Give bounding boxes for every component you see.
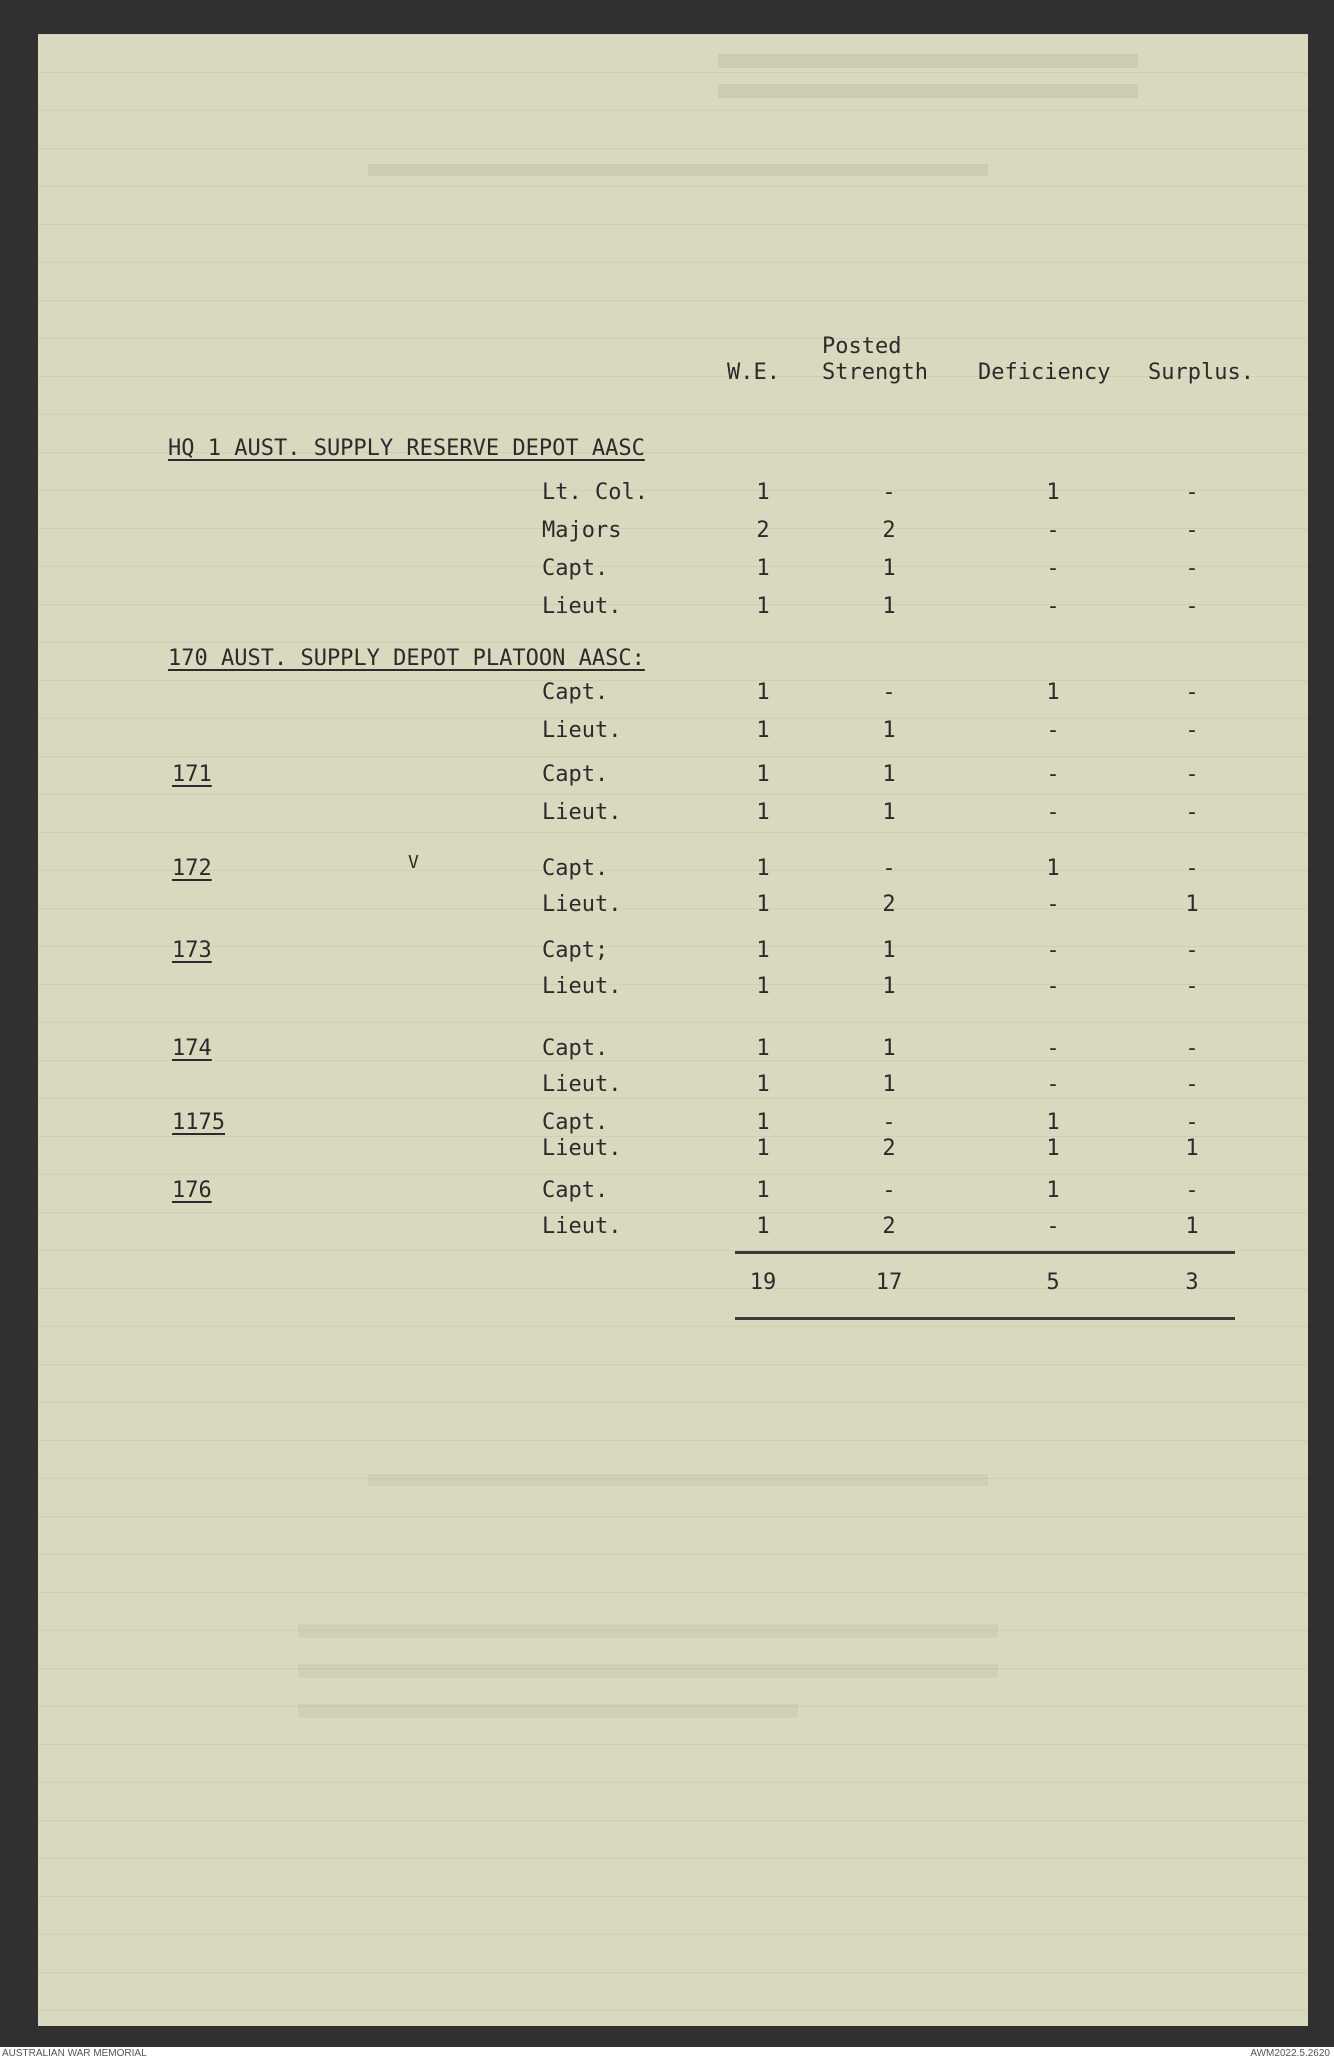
cell-surplus: -: [1185, 1178, 1199, 1203]
cell-we: 1: [756, 856, 770, 881]
totals-bottom-rule: [735, 1317, 1235, 1320]
cell-deficiency: -: [1046, 1036, 1060, 1061]
cell-deficiency: -: [1046, 762, 1060, 787]
footer-reference: AWM2022.5.2620: [1250, 2048, 1330, 2059]
cell-we: 1: [756, 1110, 770, 1135]
total-we: 19: [749, 1270, 777, 1295]
cell-posted: 2: [882, 518, 896, 543]
col-header-deficiency: Deficiency: [978, 360, 1111, 385]
cell-deficiency: 1: [1046, 1136, 1060, 1161]
col-header-surplus: Surplus.: [1148, 360, 1254, 385]
cell-surplus: -: [1185, 718, 1199, 743]
cell-we: 1: [756, 1036, 770, 1061]
cell-surplus: -: [1185, 1036, 1199, 1061]
cell-deficiency: 1: [1046, 480, 1060, 505]
footer-archive-name: AUSTRALIAN WAR MEMORIAL: [2, 2048, 147, 2059]
cell-posted: 1: [882, 938, 896, 963]
rank-label: Lt. Col.: [542, 480, 648, 505]
cell-deficiency: -: [1046, 1214, 1060, 1239]
cell-we: 1: [756, 556, 770, 581]
unit-number: 174: [172, 1036, 212, 1061]
unit-number: 173: [172, 938, 212, 963]
cell-surplus: -: [1185, 480, 1199, 505]
totals-top-rule: [735, 1251, 1235, 1254]
rank-label: Lieut.: [542, 800, 622, 825]
cell-surplus: -: [1185, 556, 1199, 581]
total-deficiency: 5: [1046, 1270, 1060, 1295]
rank-label: Lieut.: [542, 892, 622, 917]
cell-we: 1: [756, 594, 770, 619]
cell-deficiency: -: [1046, 800, 1060, 825]
rank-label: Lieut.: [542, 1136, 622, 1161]
rank-label: Capt;: [542, 938, 609, 963]
cell-we: 1: [756, 680, 770, 705]
cell-posted: 1: [882, 718, 896, 743]
cell-posted: 1: [882, 974, 896, 999]
unit-number: 176: [172, 1178, 212, 1203]
rank-label: Capt.: [542, 680, 609, 705]
total-surplus: 3: [1185, 1270, 1199, 1295]
show-through-mark: [298, 1624, 998, 1638]
col-header-posted-line1: Posted: [822, 334, 902, 359]
rank-label: Capt.: [542, 762, 609, 787]
cell-surplus: -: [1185, 680, 1199, 705]
unit-number: 172: [172, 856, 212, 881]
rank-label: Capt.: [542, 556, 609, 581]
cell-we: 1: [756, 1178, 770, 1203]
show-through-mark: [298, 1664, 998, 1678]
col-header-we: W.E.: [727, 360, 780, 385]
show-through-mark: [368, 1474, 988, 1486]
cell-surplus: -: [1185, 856, 1199, 881]
cell-deficiency: 1: [1046, 1110, 1060, 1135]
cell-posted: 2: [882, 1214, 896, 1239]
cell-we: 1: [756, 718, 770, 743]
rank-label: Lieut.: [542, 1214, 622, 1239]
cell-surplus: -: [1185, 938, 1199, 963]
cell-surplus: -: [1185, 974, 1199, 999]
cell-we: 1: [756, 938, 770, 963]
cell-posted: 1: [882, 762, 896, 787]
cell-posted: 1: [882, 800, 896, 825]
cell-deficiency: -: [1046, 938, 1060, 963]
cell-we: 1: [756, 1072, 770, 1097]
rank-label: Capt.: [542, 1178, 609, 1203]
show-through-mark: [718, 54, 1138, 68]
cell-deficiency: -: [1046, 718, 1060, 743]
cell-we: 1: [756, 762, 770, 787]
cell-deficiency: -: [1046, 974, 1060, 999]
cell-surplus: -: [1185, 518, 1199, 543]
cell-surplus: 1: [1185, 892, 1199, 917]
cell-posted: -: [882, 1178, 896, 1203]
cell-surplus: 1: [1185, 1136, 1199, 1161]
cell-deficiency: -: [1046, 594, 1060, 619]
show-through-mark: [298, 1704, 798, 1718]
heading-hq-supply-reserve-depot: HQ 1 AUST. SUPPLY RESERVE DEPOT AASC: [168, 436, 645, 461]
total-posted: 17: [875, 1270, 903, 1295]
cell-surplus: -: [1185, 1110, 1199, 1135]
cell-surplus: -: [1185, 1072, 1199, 1097]
heading-170-supply-depot-platoon: 170 AUST. SUPPLY DEPOT PLATOON AASC:: [168, 646, 645, 671]
cell-surplus: 1: [1185, 1214, 1199, 1239]
show-through-mark: [718, 84, 1138, 98]
rank-label: Lieut.: [542, 1072, 622, 1097]
cell-posted: -: [882, 856, 896, 881]
cell-deficiency: 1: [1046, 856, 1060, 881]
rank-label: Lieut.: [542, 974, 622, 999]
cell-deficiency: -: [1046, 518, 1060, 543]
rank-label: Capt.: [542, 1036, 609, 1061]
cell-posted: -: [882, 1110, 896, 1135]
rank-label: Lieut.: [542, 718, 622, 743]
document-page: [38, 34, 1308, 2026]
cell-we: 1: [756, 974, 770, 999]
cell-posted: -: [882, 480, 896, 505]
cell-surplus: -: [1185, 594, 1199, 619]
cell-posted: 1: [882, 594, 896, 619]
cell-deficiency: 1: [1046, 1178, 1060, 1203]
cell-we: 1: [756, 1214, 770, 1239]
show-through-mark: [368, 164, 988, 176]
cell-posted: 1: [882, 1072, 896, 1097]
cell-deficiency: -: [1046, 1072, 1060, 1097]
cell-we: 1: [756, 1136, 770, 1161]
cell-we: 1: [756, 800, 770, 825]
cell-posted: -: [882, 680, 896, 705]
cell-posted: 1: [882, 556, 896, 581]
cell-deficiency: 1: [1046, 680, 1060, 705]
cell-posted: 2: [882, 1136, 896, 1161]
rank-label: Capt.: [542, 856, 609, 881]
cell-we: 2: [756, 518, 770, 543]
unit-number: 1175: [172, 1110, 225, 1135]
unit-number: 171: [172, 762, 212, 787]
check-mark: V: [408, 852, 419, 873]
cell-posted: 2: [882, 892, 896, 917]
col-header-posted-line2: Strength: [822, 360, 928, 385]
cell-surplus: -: [1185, 762, 1199, 787]
cell-deficiency: -: [1046, 892, 1060, 917]
cell-posted: 1: [882, 1036, 896, 1061]
rank-label: Majors: [542, 518, 622, 543]
rank-label: Lieut.: [542, 594, 622, 619]
cell-we: 1: [756, 892, 770, 917]
cell-deficiency: -: [1046, 556, 1060, 581]
rank-label: Capt.: [542, 1110, 609, 1135]
cell-surplus: -: [1185, 800, 1199, 825]
cell-we: 1: [756, 480, 770, 505]
